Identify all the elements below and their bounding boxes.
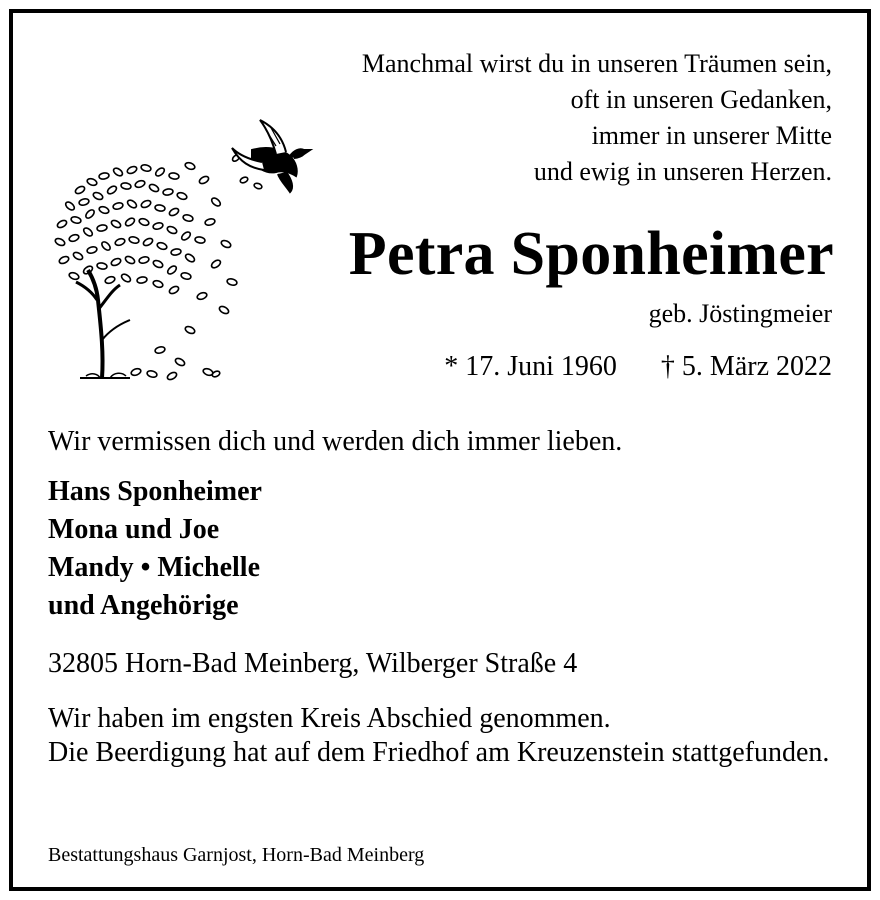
poem-line: oft in unseren Gedanken, <box>570 85 832 114</box>
poem-line: und ewig in unseren Herzen. <box>533 157 832 186</box>
death-date: † 5. März 2022 <box>660 351 832 382</box>
tree-illustration <box>40 110 320 390</box>
tree-with-falling-leaves-icon <box>54 154 262 382</box>
dove-icon <box>232 120 310 192</box>
mourner-name: Mona und Joe <box>48 514 220 545</box>
mourner-name: Hans Sponheimer <box>48 476 262 507</box>
memorial-poem <box>362 46 832 190</box>
birth-date: * 17. Juni 1960 <box>444 351 617 382</box>
mourners-list <box>48 473 262 625</box>
message-line: Wir vermissen dich und werden dich immer lieben. <box>48 426 623 457</box>
farewell-line: Die Beerdigung hat auf dem Friedhof am Kreuzenstein stattgefunden. <box>48 737 830 768</box>
poem-line: Manchmal wirst du in unseren Träumen sein, <box>361 49 832 78</box>
funeral-home-credit: Bestattungshaus Garnjost, Horn-Bad Meinberg <box>48 844 425 866</box>
address-line: 32805 Horn-Bad Meinberg, Wilberger Straße 4 <box>48 648 578 679</box>
life-dates <box>444 348 832 386</box>
birth-name: geb. Jöstingmeier <box>648 299 832 328</box>
mourner-name: und Angehörige <box>48 590 239 621</box>
mourner-name: Mandy • Michelle <box>48 552 260 583</box>
poem-line: immer in unserer Mitte <box>591 121 832 150</box>
deceased-name: Petra Sponheimer <box>348 220 834 288</box>
farewell-line: Wir haben im engsten Kreis Abschied genommen. <box>48 703 611 734</box>
farewell-text <box>48 702 832 770</box>
